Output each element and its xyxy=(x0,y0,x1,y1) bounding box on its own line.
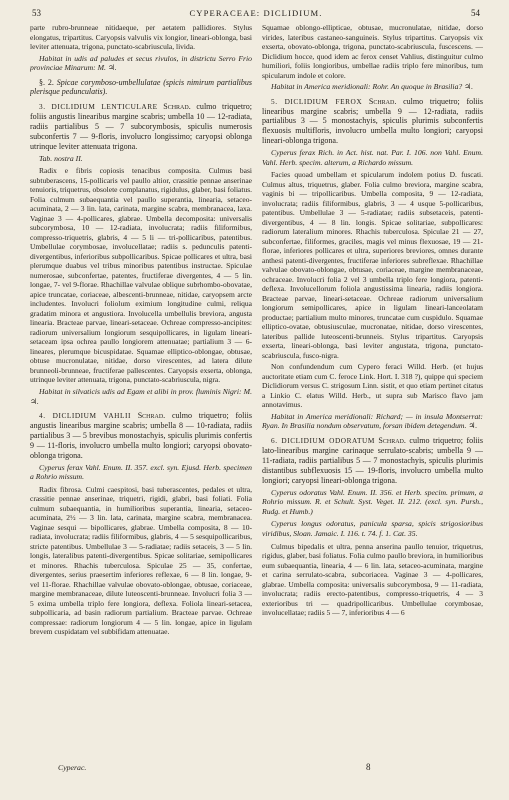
habitat-note: Habitat in America meridionali: Rohr. An quoque in Brasilia? ♃. xyxy=(271,82,473,91)
continued-description: Squamae oblongo-ellipticae, obtusae, mucronulatae, nitidae, dorso virides, lateribus castaneo-sanguineis. Stylus tripartitus. Caryopsis vix exserta, obovato-oblonga, trigona, punctato-scabriuscula, fuscescens. — Diclidium hocce, quod idem ac ferox censet Vahlius, distinguitur culmo humiliori, foliis longioribus, umbellae radiis triplo fere minoribus, tum spicularum indole et colore. xyxy=(262,23,483,80)
species-name: 6. DICLIDIUM ODORATUM xyxy=(271,436,375,445)
section-text: Spicae corymboso-umbellulatae (spicis nimirum partialibus plerisque pedunculatis). xyxy=(30,77,252,97)
species-author: Schrad. xyxy=(163,102,191,112)
species-description: Radix e fibris copiosis tenacibus composita. Culmus basi subtuberascens, 15-pollicaris vel paullo altior, crassitie pennae anserinae tenuioris, triquetrus, obsolete complanatus, rigidulus, glaber, basi foliatus. Folia culmum subaequantia vel paullo superantia, linearia, setaceo-acuminata, 2 — 3 lin. lata, carinata, margine scabra, membranacea, laxa. Vaginae 3 — 4-pollicares, glabrae. Umbella decomposita: universalis subcorymbosa, 10 — 12-radiata, involucrata; radiis filiformibus, compresso-triquetris, glabris, 4 — 5 li — tri-pollicaribus, patentibus. Umbellulae corymbosae, involucellatae; radiis s. pedunculis patenti-divergentibus, inferioribus subpollicaribus. Spicae pollicares et ultra, basi plerumque duabus vel tribus minoribus patentibus instructae. Spiculae numerosae, subconfertae, patentes, fructiferae divergentes, 4 — 5 lin. longae, 7- vel 9-florae. Rhachillae valvulae oblique subrhombo-obovatae, apice truncatae, coriaceae, albescenti-brunneae, nitidae, caryopsem arcte includentes. Involucri foliolum eximium longitudine culmi, reliqua gradatim minora et angustiora. Involucella umbellulis breviora, angusta linearia. Bracteae parvae, lineari-setaceae. Ochreae compresso-ancipites: radiorum universalium longiorum sesquipollicares, in ligulam lineari-setaceam ipsa ochrea paullo longiorem attenuatae; partialium 3 — 6-lineares, plerumque bicuspidatae. Squamae elliptico-oblongae, obtusae, obtuse mucronulatae, nitidae, dorso virescentes, ad latera dilute brunneoli-brunneae, fructiferae pallescentes. Caryopsis exserta, oblonga, utrinque leviter attenuata, trigona, punctato-scabriuscula, nigra. xyxy=(30,166,252,385)
page-number-left: 53 xyxy=(32,8,41,18)
synonym-citation: Cyperus ferax Rich. in Act. hist. nat. Par. I. 106. non Vahl. Enum. Vahl. Herb. specim. alterum, a Richardo missum. xyxy=(262,148,483,167)
diagnosis-text: culmo triquetro; foliis linearibus margine scabris; umbella 9 — 12-radiata, radiis partialibus 3 — 5 monostachyis, spiculis plurimis subconfertis flexuosis multifloris, involucro umbella multo longiori; caryopsi lineari-oblonga trigona. xyxy=(262,96,483,146)
habitat-note: Habitat in silvaticis udis ad Egam et alibi in prov. fluminis Nigri: M. ♃. xyxy=(30,386,252,406)
species-author: Schrad. xyxy=(368,96,397,106)
species-diagnosis xyxy=(262,97,483,147)
species-name: 5. DICLIDIUM FEROX xyxy=(271,96,363,106)
section-heading xyxy=(30,78,252,98)
habitat-note: Habitat in America meridionali: Richard; — in insula Montserrat: Ryan. In Brasilia nondum observatum, forsan ibidem detegendum. ♃. xyxy=(262,411,483,431)
sheet-number: 8 xyxy=(366,762,371,772)
species-author: Schrad. xyxy=(378,436,406,445)
species-description: Culmus bipedalis et ultra, penna anserina paullo tenuior, triquetrus, rigidus, glaber, basi foliatus. Folia culmo paullo breviora, in humilioribus eum subaequantia, linearia, 4 — 6 lin. lata, setaceo-acuminata, margine et carina serrulato-scabra, subcoriacea. Vaginae 3 — 4-pollicares, glabrae. Umbella composita: universalis subcorymbosa, 9 — 11-radiata, involucrata; radiis erecto-patentibus, compresso-triquetris, 4 — 3 exterioribus tri — quadripollicaribus. Umbellulae corymbosae, involucellatae; radiis 5 — 7, inferioribus 4 — 6 xyxy=(262,541,483,617)
species-note: Non confundendum cum Cypero feraci Willd. Herb. (et hujus auctoritate etiam cum C. feroce Link. Hort. I. 318 ?), quippe qui speciem Diclidiorum versus C. strigosum Linn. sistit, et quo etiam pertinet citatus a Linkio C. elatus Willd. Herb., ut supra sub Marisco flavo jam annotavimus. xyxy=(262,362,483,410)
page-number-right: 54 xyxy=(471,8,480,18)
running-title: CYPERACEAE: DICLIDIUM. xyxy=(189,8,323,18)
diagnosis-text: culmo triquetro; foliis lato-linearibus margine carinaque serrulato-scabris; umbella 9 — 11-radiata, radiis partialibus 5 — 7 monostachyis, spiculis plurimis distantibus subflexuosis 15 — 19-floris, involucro umbella multo longiori; caryopsi lineari-oblonga trigona. xyxy=(262,436,483,485)
species-description: Facies quoad umbellam et spicularum indolem potius D. fuscati. Culmus altus, triquetrus, glaber. Folia culmo breviora, margine scabra, vaginis bi — tripollicaribus. Umbella composita, 9 — 12-radiata, involucrata; radiis filiformibus, glabris, 3 — 4 usque 5-pollicaribus, patentibus. Umbellulae 3 — 5-radiatae; radiis subsetaceis, patenti-divergentibus, 4 — 8 lin. longis. Spicae solitariae, subpollicares: radiorum lateralium minores. Rhachis tuberculosa. Spiculae 21 — 27, subconfertae, filiformes, graciles, magis vel minus flexuosae, 19 — 21-florae, inferiores pollicares et ultra, superiores breviores, omnes durante anthesi patenti-divergentes, fructiferae inferiores subreflexae. Rhachillae valvulae obovato-oblongae, obtusae, coriaceae, margine membranaceae, ochraceae. Involucri folia 2 vel 3 umbella triplo fere longiora, patenti-deflexa. Involucellorum foliola angustissima linearia, radiis longiora. Bracteae parvae, lineari-setaceae. Ochreae radiorum universalium longiorum semipollicares, apice in ligulam lineari-lanceolatam productae; partialium multo minores, truncatae cum cuspidulo. Squamae elliptico-ovatae, obtusiusculae, mucronatae, nitidae, dorso virescentes, lateribus pallide luteoscenti-brunneis. Stylus tripartitus. Caryopsis exserta, lineari-oblonga, basi leviter angustata, trigona, punctato-scabriuscula, fusco-nigra. xyxy=(262,170,483,360)
species-description: Radix fibrosa. Culmi caespitosi, basi tuberascentes, pedales et ultra, crassitie pennae anserinae, triquetri, rigidi, glabri, basi foliati. Folia culmum subaequantia, in humilioribus superantia, linearia, setaceo-acuminata, 2½ — 3 lin. lata, carinata, margine scabra, membranacea. Vaginae sesqui — bipollicares, glabrae. Umbella composita, 8 — 10-radiata, involucrata; radiis filiformibus, glabris, 4 — 5 sesquipollicaribus, stricte patentibus. Umbellulae 3 — 5-radiatae; radiis setaceis, 3 — 5 lin. longis, lateralibus patenti-divergentibus. Spicae solitariae, semipollicares et minores. Rhachis tuberculosa. Spiculae 25 — 35, confertae, divergentes, serius praesertim inferiores reflexae, 6 — 8 lin. longae, 9- vel 11-florae. Rhachillae valvulae obovato-oblongae, obtusae, coriaceae, margine membranaceae, dilute luteoscenti-brunneae. Involucri folia 3 — 5 exima umbella triplo fere longiora, deflexa. Foliola lineari-setacea, subpollicaria, ad basin radiorum partialium. Bracteae parvae. Ochreae compressae: radiorum longiorum 4 — 5 lin. longae, apice in ligulam brevem cuspidatam vel subbifidam attenuatae. xyxy=(30,484,252,637)
species-diagnosis xyxy=(30,411,252,461)
species-name: 4. DICLIDIUM VAHLII xyxy=(39,411,131,421)
synonym-citation: Cyperus longus odoratus, panicula sparsa, spicis strigosioribus viridibus, Sloan. Jamaic. I. 116. t. 74. f. 1. Cat. 35. xyxy=(262,519,483,538)
diagnosis-text: culmo triquetro; foliis angustis linearibus margine scabris; umbella 8 — 10-radiata, radiis partialibus 3 — 5 brevibus monostachyis, spiculis plurimis confertis 9 — 11-floris, involucro umbella multo longiori; caryopsi obovato-oblonga trigona. xyxy=(30,411,252,460)
diagnosis-text: culmo triquetro; foliis angustis linearibus margine scabris; umbella 10 — 12-radiata, radiis partialibus 5 — 7 subcorymbosis, spiculis numerosis subconfertis 7 — 9-floris, involucro longissimo; caryopsi oblonga utrinque leviter attenuata trigona. xyxy=(30,102,252,151)
right-column xyxy=(262,23,483,760)
species-diagnosis xyxy=(30,102,252,152)
species-author: Schrad. xyxy=(137,411,166,421)
habitat-note: Habitat in udis ad paludes et secus rivulos, in districtu Serro Frio provinciae Minarum: M. ♃. xyxy=(30,53,252,73)
species-name: 3. DICLIDIUM LENTICULARE xyxy=(39,102,158,112)
plate-reference: Tab. nostra II. xyxy=(39,153,83,163)
section-mark: §. 2. xyxy=(39,77,54,87)
continued-description: parte rubro-brunneae nitidaeque, per aetatem pallidiores. Stylus elongatus, tripartitus. Caryopsis valvulis vix longior, lineari-oblonga, basi leviter attenuata, trigona, punctato-scabriuscula, livida. xyxy=(30,23,252,51)
synonym-citation: Cyperus odoratus Vahl. Enum. II. 356. et Herb. specim. primum, a Rohrio missum. R. et Schult. Syst. Veget. II. 212. (excl. syn. Pursh., Rudg. et Humb.) xyxy=(262,487,483,516)
page-header xyxy=(30,6,482,20)
left-column xyxy=(30,23,252,760)
species-diagnosis xyxy=(262,436,483,486)
signature-mark: Cyperac. xyxy=(58,763,87,772)
synonym-citation: Cyperus ferax Vahl. Enum. II. 357. excl. syn. Ejusd. Herb. specimen a Rohrio missum. xyxy=(30,462,252,482)
